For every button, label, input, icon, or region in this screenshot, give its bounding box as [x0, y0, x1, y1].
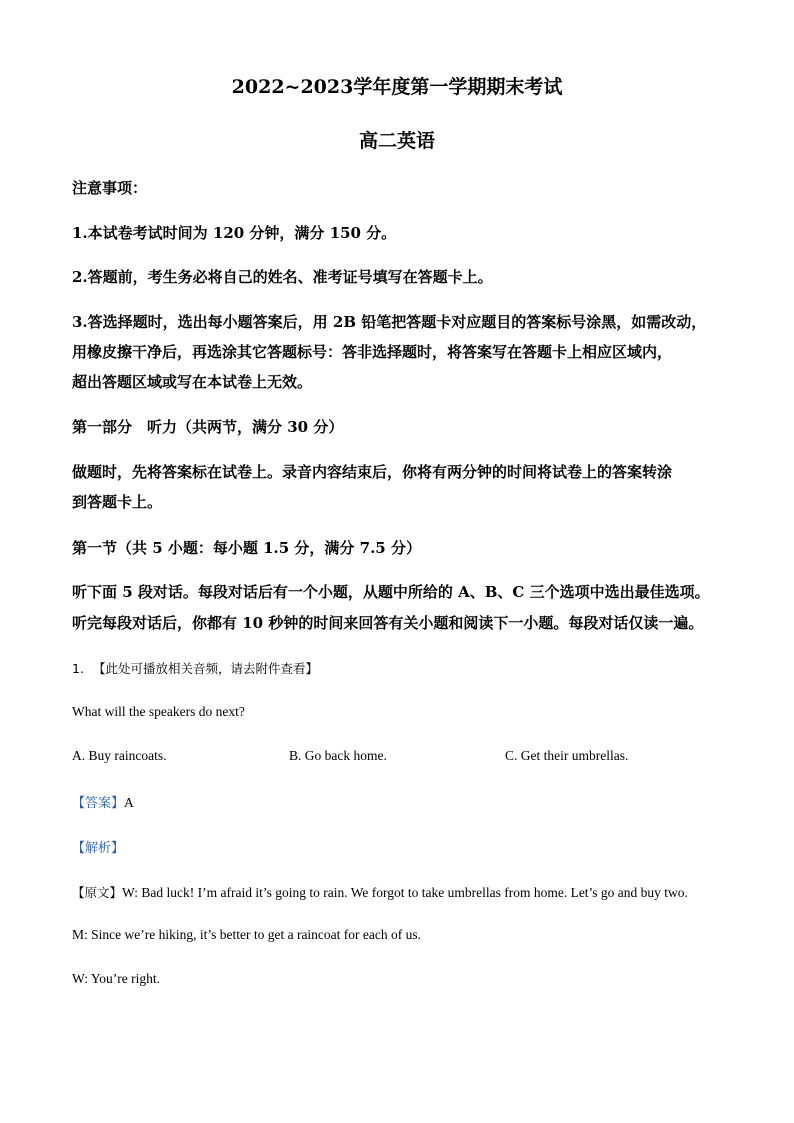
part1-instruction-line-2: 到答题卡上。 [72, 493, 163, 511]
section1-heading: 第一节（共 5 小题：每小题 1.5 分，满分 7.5 分） [72, 539, 421, 557]
answer-line [72, 792, 134, 811]
section1-instruction-line-2: 听完每段对话后，你都有 10 秒钟的时间来回答有关小题和阅读下一小题。每段对话仅读一遍。 [72, 614, 704, 632]
notes-item-1: 1.本试卷考试时间为 120 分钟，满分 150 分。 [72, 224, 397, 242]
exam-title: 2022~2023学年度第一学期期末考试 [231, 76, 563, 98]
audio-note: 【此处可播放相关音频，请去附件查看】 [93, 661, 319, 676]
notes-item-3-line-1: 3.答选择题时，选出每小题答案后，用 2B 铅笔把答题卡对应题目的答案标号涂黑，如需改动， [72, 313, 707, 331]
exam-subject: 高二英语 [358, 130, 435, 152]
notes-heading: 注意事项： [72, 179, 148, 197]
question-1-stem: What will the speakers do next? [72, 704, 245, 719]
analysis-line [72, 837, 124, 856]
notes-item-2: 2.答题前，考生务必将自己的姓名、准考证号填写在答题卡上。 [72, 268, 493, 286]
notes-item-3-line-3: 超出答题区域或写在本试卷上无效。 [72, 373, 313, 391]
part1-instruction-line-1: 做题时，先将答案标在试卷上。录音内容结束后，你将有两分钟的时间将试卷上的答案转涂 [72, 463, 673, 481]
option-b: B. Go back home. [289, 748, 387, 763]
question-1-header [72, 658, 318, 677]
transcript-line-1 [72, 882, 688, 901]
answer-value: A [124, 795, 134, 810]
transcript-line-3: W: You’re right. [72, 971, 160, 986]
option-c: C. Get their umbrellas. [505, 748, 629, 763]
analysis-label: 【解析】 [72, 841, 125, 856]
option-a: A. Buy raincoats. [72, 748, 167, 763]
part1-heading: 第一部分 听力（共两节，满分 30 分） [72, 418, 344, 436]
transcript-label: 【原文】 [72, 885, 123, 900]
notes-item-3-line-2: 用橡皮擦干净后，再选涂其它答题标号：答非选择题时，将答案写在答题卡上相应区域内， [72, 343, 673, 361]
transcript-text-1: W: Bad luck! I’m afraid it’s going to rain. We forgot to take umbrellas from home. Let’s go and buy two. [122, 885, 688, 900]
question-1-number: 1. [72, 661, 84, 676]
section1-instruction-line-1: 听下面 5 段对话。每段对话后有一个小题，从题中所给的 A、B、C 三个选项中选出最佳选项。 [72, 583, 710, 601]
transcript-line-2: M: Since we’re hiking, it’s better to get a raincoat for each of us. [72, 927, 422, 942]
answer-label: 【答案】 [72, 796, 125, 811]
